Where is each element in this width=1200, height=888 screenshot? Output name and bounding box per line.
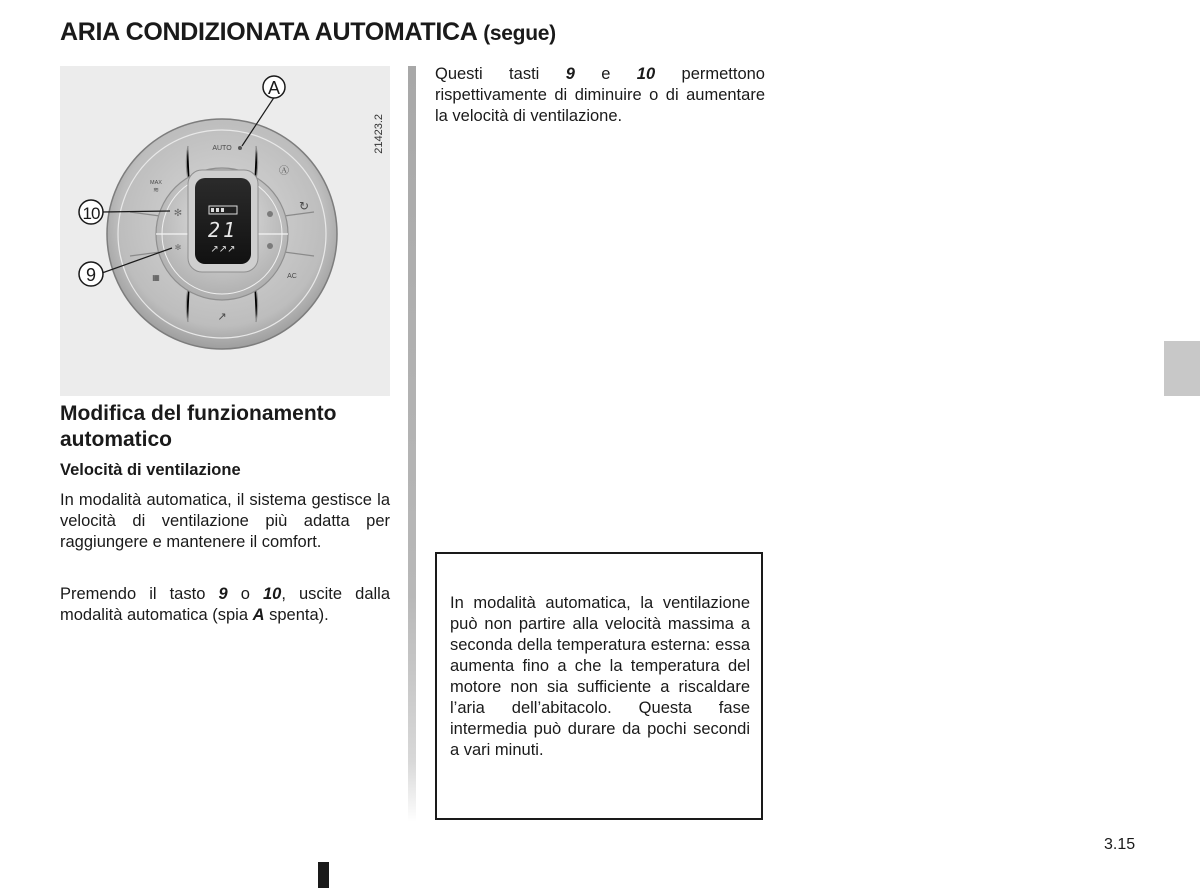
ac-label: AC	[287, 273, 297, 280]
page-number: 3.15	[1104, 836, 1136, 853]
lcd-airflow-icon: ↗↗↗	[210, 244, 236, 255]
page-title-text: ARIA CONDIZIONATA AUTOMATICA	[60, 18, 477, 46]
page-title-suffix: (segue)	[483, 22, 556, 45]
windscreen-defrost-icon: ≋	[153, 186, 159, 194]
note-text: In modalità automatica, la ventilazione può non partire alla velocità massima a seconda della temperatura esterna: essa aumenta fino a che la temperatura del motore non sia sufficiente a riscaldare l’aria dell’abitacolo. Questa fase intermedia può durare da pochi secondi a vari minuti.	[450, 594, 750, 759]
lcd-temperature: 21	[207, 218, 239, 242]
air-distribution-icon: ↗	[217, 310, 227, 323]
note-box	[435, 552, 763, 820]
paragraph-fan-buttons	[435, 64, 765, 127]
climate-control-illustration	[60, 66, 390, 396]
max-defrost-label: MAX	[150, 180, 162, 186]
button-reference: 9	[218, 585, 228, 603]
auto-label: AUTO	[212, 145, 232, 152]
page-title	[60, 18, 556, 47]
figure-reference-code: 21423.2	[373, 114, 385, 154]
paragraph-automatic-mode: In modalità automatica, il sistema gestisce la velocità di ventilazione più adatta per raggiungere e mantenere il comfort.	[60, 491, 390, 551]
subsection-heading: Velocità di ventilazione	[60, 461, 241, 479]
text-run: e	[574, 65, 637, 83]
fan-increase-icon: ✻	[173, 208, 183, 219]
inner-button-dot-top	[267, 211, 273, 217]
callout-10-label: 10	[82, 204, 100, 223]
climate-panel-drawing	[60, 66, 390, 396]
button-reference: 10	[262, 585, 282, 603]
text-run: Premendo il tasto	[60, 585, 219, 603]
text-run: , uscite dalla modalità automatica (spia	[60, 585, 390, 624]
callout-9-label: 9	[85, 265, 97, 285]
auto-recirculation-icon: Ⓐ	[279, 166, 289, 177]
button-reference: 10	[636, 65, 656, 83]
paragraph-exit-automatic	[60, 584, 390, 626]
recirculation-icon: ↻	[298, 199, 310, 213]
column-divider	[408, 66, 416, 822]
callout-a-label: A	[267, 78, 281, 98]
button-reference: 9	[565, 65, 575, 83]
rear-defrost-icon: ▦	[152, 273, 160, 282]
fan-decrease-icon: ✻	[174, 243, 182, 252]
chapter-thumb-tab	[1164, 341, 1200, 396]
inner-button-dot-bottom	[267, 243, 273, 249]
text-run: Questi tasti	[435, 65, 566, 83]
print-mark	[318, 862, 329, 888]
auto-indicator-light	[238, 146, 242, 150]
text-run: spenta).	[264, 606, 329, 624]
text-run: permettono rispettivamente di diminuire o di aumentare la velocità di ventilazione.	[435, 65, 765, 125]
indicator-reference: A	[252, 606, 265, 624]
section-heading: Modifica del funzionamento automatico	[60, 402, 337, 451]
text-run: o	[227, 585, 263, 603]
